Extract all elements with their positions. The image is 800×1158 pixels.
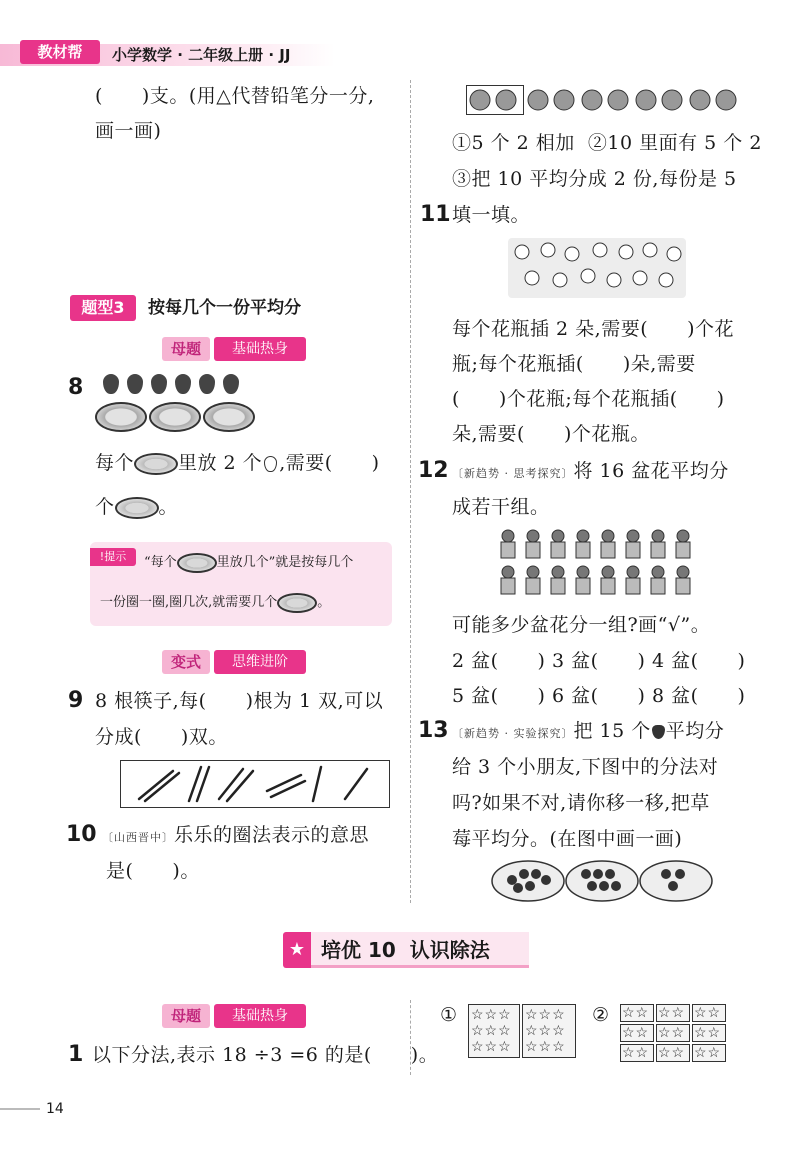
brand-badge: 教材帮 [20,40,100,64]
question-13-line-1: 〔新趋势 · 实验探究〕把 15 个 平均分 [452,720,725,742]
plate-icon [134,453,178,475]
question-11-line-3: ( )个花瓶;每个花瓶插( ) [452,388,725,410]
question-9-number: 9 [68,688,84,713]
star-group-box: ☆☆ [620,1024,654,1042]
star-group-box: ☆☆ [692,1044,726,1062]
flowers-illustration [508,238,686,298]
question-12-number: 12 [418,458,449,483]
star-group-box: ☆☆☆ ☆☆☆ ☆☆☆ [468,1004,520,1058]
plate-icon [277,593,317,613]
tip-line-2: 一份圈一圈,圈几次,就需要几个 。 [100,592,330,614]
question-1-number: 1 [68,1042,84,1067]
trend-tag: 〔新趋势 · 实验探究〕 [452,727,574,740]
star-icon: ★ [283,932,311,968]
question-9-line-1: 8 根筷子,每( )根为 1 双,可以 [95,690,384,712]
choice-8[interactable]: 8 盆( ) [652,685,746,707]
question-10-line-2: 是( )。 [106,860,200,882]
question-12-line-1: 〔新趋势 · 思考探究〕将 16 盆花平均分 [452,460,729,482]
option-2-label: ② [592,1004,610,1026]
section-title: 按每几个一份平均分 [148,298,301,318]
pear-icon [175,374,191,394]
question-11-line-2: 瓶;每个花瓶插( )朵,需要 [452,353,696,375]
chopsticks-illustration [121,761,388,806]
chopsticks-box [120,760,390,808]
plate-icon [203,402,255,432]
continued-line-2: 画一画) [95,120,162,142]
plate-icon [115,497,159,519]
pear-icon [199,374,215,394]
question-11-line-1: 每个花瓶插 2 朵,需要( )个花 [452,318,735,340]
option-1-label: ① [440,1004,458,1026]
section-banner [283,930,533,970]
cookies-illustration [466,85,738,115]
question-11-line-4: 朵,需要( )个花瓶。 [452,423,650,445]
question-12-line-2: 成若干组。 [452,496,550,518]
page-number: 14 [46,1101,64,1117]
plate-icon [149,402,201,432]
banner-title: 培优 10 认识除法 [311,932,529,968]
star-group-box: ☆☆ [656,1004,690,1022]
region-tag: 〔山西晋中〕 [102,831,174,844]
header-bar [0,38,335,70]
choice-3[interactable]: 3 盆( ) [552,650,646,672]
pear-icon [264,456,277,472]
pear-icon [223,374,239,394]
choice-4[interactable]: 4 盆( ) [652,650,746,672]
column-divider [410,80,411,903]
plate-icon [177,553,217,573]
question-13-line-4: 莓平均分。(在图中画一画) [452,828,683,850]
question-13-line-3: 吗?如果不对,请你移一移,把草 [452,792,710,814]
choice-5[interactable]: 5 盆( ) [452,685,546,707]
potted-flowers-illustration [497,528,697,598]
choice-2[interactable]: 2 盆( ) [452,650,546,672]
star-grid-2 [620,1004,726,1062]
header-title: 小学数学 · 二年级上册 · JJ [112,46,291,64]
tip-line-1: “每个 里放几个”就是按每几个 [144,552,353,574]
question-11-title: 填一填。 [452,204,531,226]
option-1-2: ①5 个 2 相加 ②10 里面有 5 个 2 [452,132,762,154]
question-13-line-2: 给 3 个小朋友,下图中的分法对 [452,756,719,778]
strawberry-icon [652,725,665,739]
continued-line-1: ( )支。(用△代替铅笔分一分, [95,85,375,107]
star-group-box: ☆☆ [692,1024,726,1042]
tip-box [90,542,392,626]
strawberry-plates [490,858,716,904]
star-group-box: ☆☆ [692,1004,726,1022]
question-8-line-1: 每个 里放 2 个 ,需要( ) [95,452,380,474]
question-11-number: 11 [420,202,451,227]
star-group-box: ☆☆ [620,1044,654,1062]
pear-icon [127,374,143,394]
section-header [70,292,400,324]
question-1-text: 以下分法,表示 18 ÷3 =6 的是( )。 [92,1044,439,1066]
question-12-line-3: 可能多少盆花分一组?画“√”。 [452,614,711,636]
star-group-box: ☆☆ [620,1004,654,1022]
trend-tag: 〔新趋势 · 思考探究〕 [452,467,574,480]
star-group-box: ☆☆☆ ☆☆☆ ☆☆☆ [522,1004,576,1058]
star-group-box: ☆☆ [656,1044,690,1062]
section-badge: 题型3 [70,295,136,321]
plate-icon [95,402,147,432]
pear-icon [103,374,119,394]
question-10-line-1: 〔山西晋中〕乐乐的圈法表示的意思 [102,824,370,846]
question-10-number: 10 [66,822,97,847]
question-8-number: 8 [68,375,84,400]
star-group-box: ☆☆ [656,1024,690,1042]
question-8-line-2: 个 。 [95,496,179,518]
pears-illustration [103,374,253,396]
choice-6[interactable]: 6 盆( ) [552,685,646,707]
option-3: ③把 10 平均分成 2 份,每份是 5 [452,168,737,190]
tip-label: !提示 [90,548,136,566]
question-9-line-2: 分成( )双。 [95,726,228,748]
pear-icon [151,374,167,394]
question-13-number: 13 [418,718,449,743]
